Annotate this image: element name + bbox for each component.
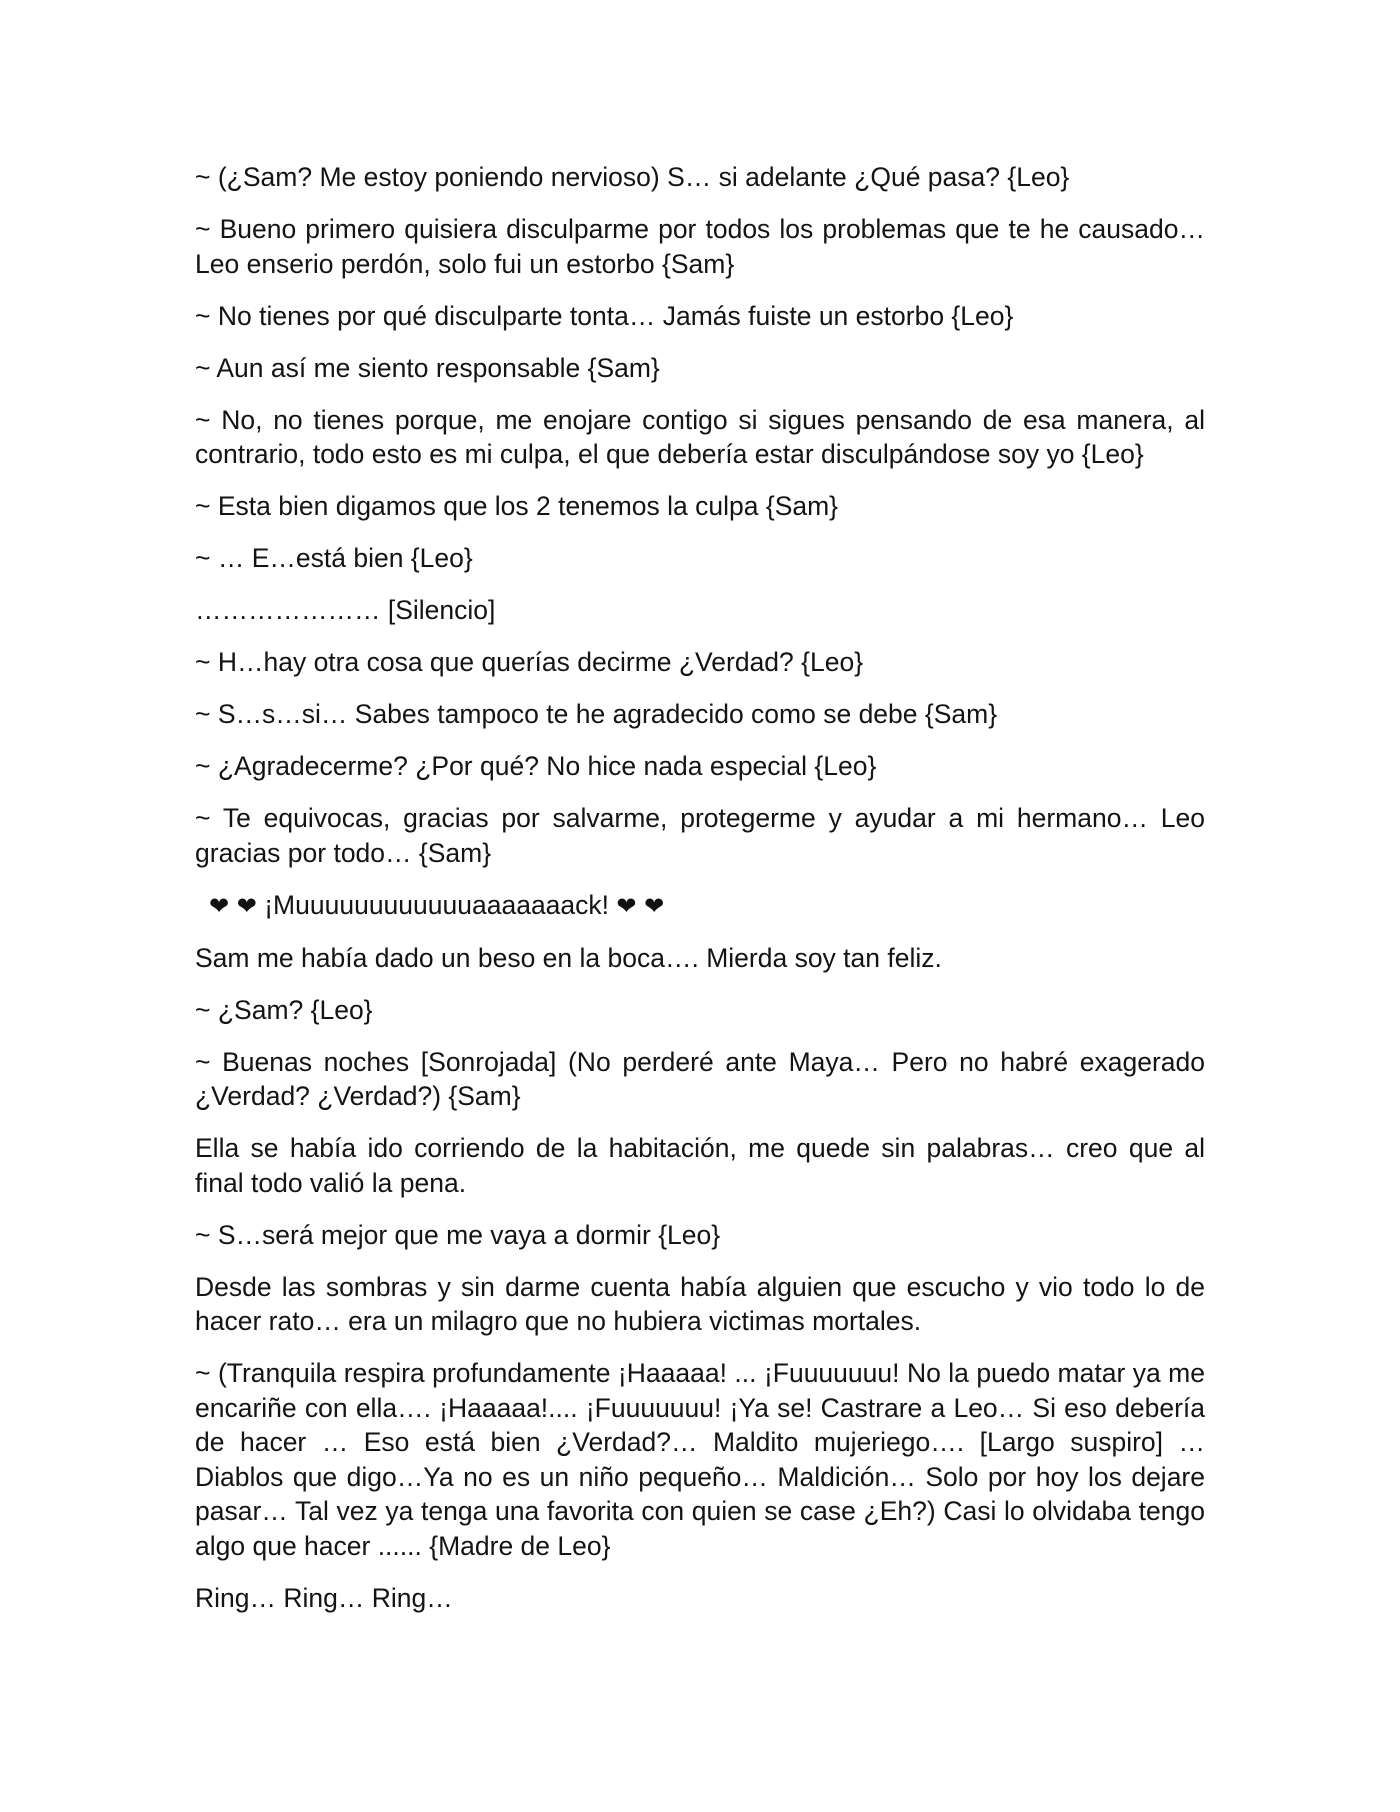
hearts-right-icon: ❤ ❤ — [616, 891, 665, 920]
dialogue-line: ~ (¿Sam? Me estoy poniendo nervioso) S… si adelante ¿Qué pasa? {Leo} — [195, 162, 1070, 192]
dialogue-line: ~ Buenas noches [Sonrojada] (No perderé ante Maya… Pero no habré exagerado ¿Verdad? ¿Verdad?) {Sam} — [195, 1046, 1205, 1111]
dialogue-line: ~ Bueno primero quisiera disculparme por todos los problemas que te he causado… Leo enserio perdón, solo fui un estorbo {Sam} — [195, 214, 1205, 279]
narration-line: Desde las sombras y sin darme cuenta había alguien que escucho y vio todo lo de hacer rato… era un milagro que no hubiera victimas mortales. — [195, 1271, 1205, 1336]
dialogue-line: ~ ¿Agradecerme? ¿Por qué? No hice nada especial {Leo} — [195, 751, 877, 781]
silence-line: ………………… [Silencio] — [195, 595, 496, 625]
kiss-line — [195, 888, 1205, 924]
dialogue-line: ~ No tienes por qué disculparte tonta… Jamás fuiste un estorbo {Leo} — [195, 300, 1014, 331]
kiss-text: ¡Muuuuuuuuuuuuaaaaaaack! — [264, 889, 610, 920]
dialogue-line: ~ Aun así me siento responsable {Sam} — [195, 352, 660, 383]
dialogue-line: ~ S…s…si… Sabes tampoco te he agradecido como se debe {Sam} — [195, 699, 998, 729]
dialogue-line: ~ Te equivocas, gracias por salvarme, protegerme y ayudar a mi hermano… Leo gracias por todo… {Sam} — [195, 803, 1205, 868]
dialogue-line: ~ … E…está bien {Leo} — [195, 543, 473, 573]
narration-line: Sam me había dado un beso en la boca…. Mierda soy tan feliz. — [195, 942, 942, 973]
hearts-left-icon: ❤ ❤ — [209, 891, 257, 920]
narration-line: Ella se había ido corriendo de la habitación, me quede sin palabras… creo que al final todo valió la pena. — [195, 1133, 1205, 1198]
dialogue-line: ~ Esta bien digamos que los 2 tenemos la culpa {Sam} — [195, 491, 839, 521]
dialogue-line: ~ No, no tienes porque, me enojare contigo si sigues pensando de esa manera, al contrario, todo esto es mi culpa, el que debería estar disculpándose soy yo {Leo} — [195, 404, 1205, 469]
dialogue-line: ~ H…hay otra cosa que querías decirme ¿Verdad? {Leo} — [195, 647, 864, 677]
dialogue-line: ~ ¿Sam? {Leo} — [195, 994, 373, 1025]
dialogue-line: ~ (Tranquila respira profundamente ¡Haaaaa! ... ¡Fuuuuuuu! No la puedo matar ya me encariñe con ella…. ¡Haaaaa!.... ¡Fuuuuuuu! ¡Ya se! Castrare a Leo… Si eso debería de hacer … Eso está bien ¿Verdad?… Maldito mujeriego…. [Largo suspiro] … Diablos que digo…Ya no es un niño pequeño… Maldición… Solo por hoy los dejare pasar… Tal vez ya tenga una favorita con quien se case ¿Eh?) Casi lo olvidaba tengo algo que hacer ...... {Madre de Leo} — [195, 1358, 1205, 1561]
dialogue-line: ~ S…será mejor que me vaya a dormir {Leo} — [195, 1219, 721, 1250]
narration-line: Ring… Ring… Ring… — [195, 1582, 453, 1613]
document-body — [195, 160, 1205, 1633]
